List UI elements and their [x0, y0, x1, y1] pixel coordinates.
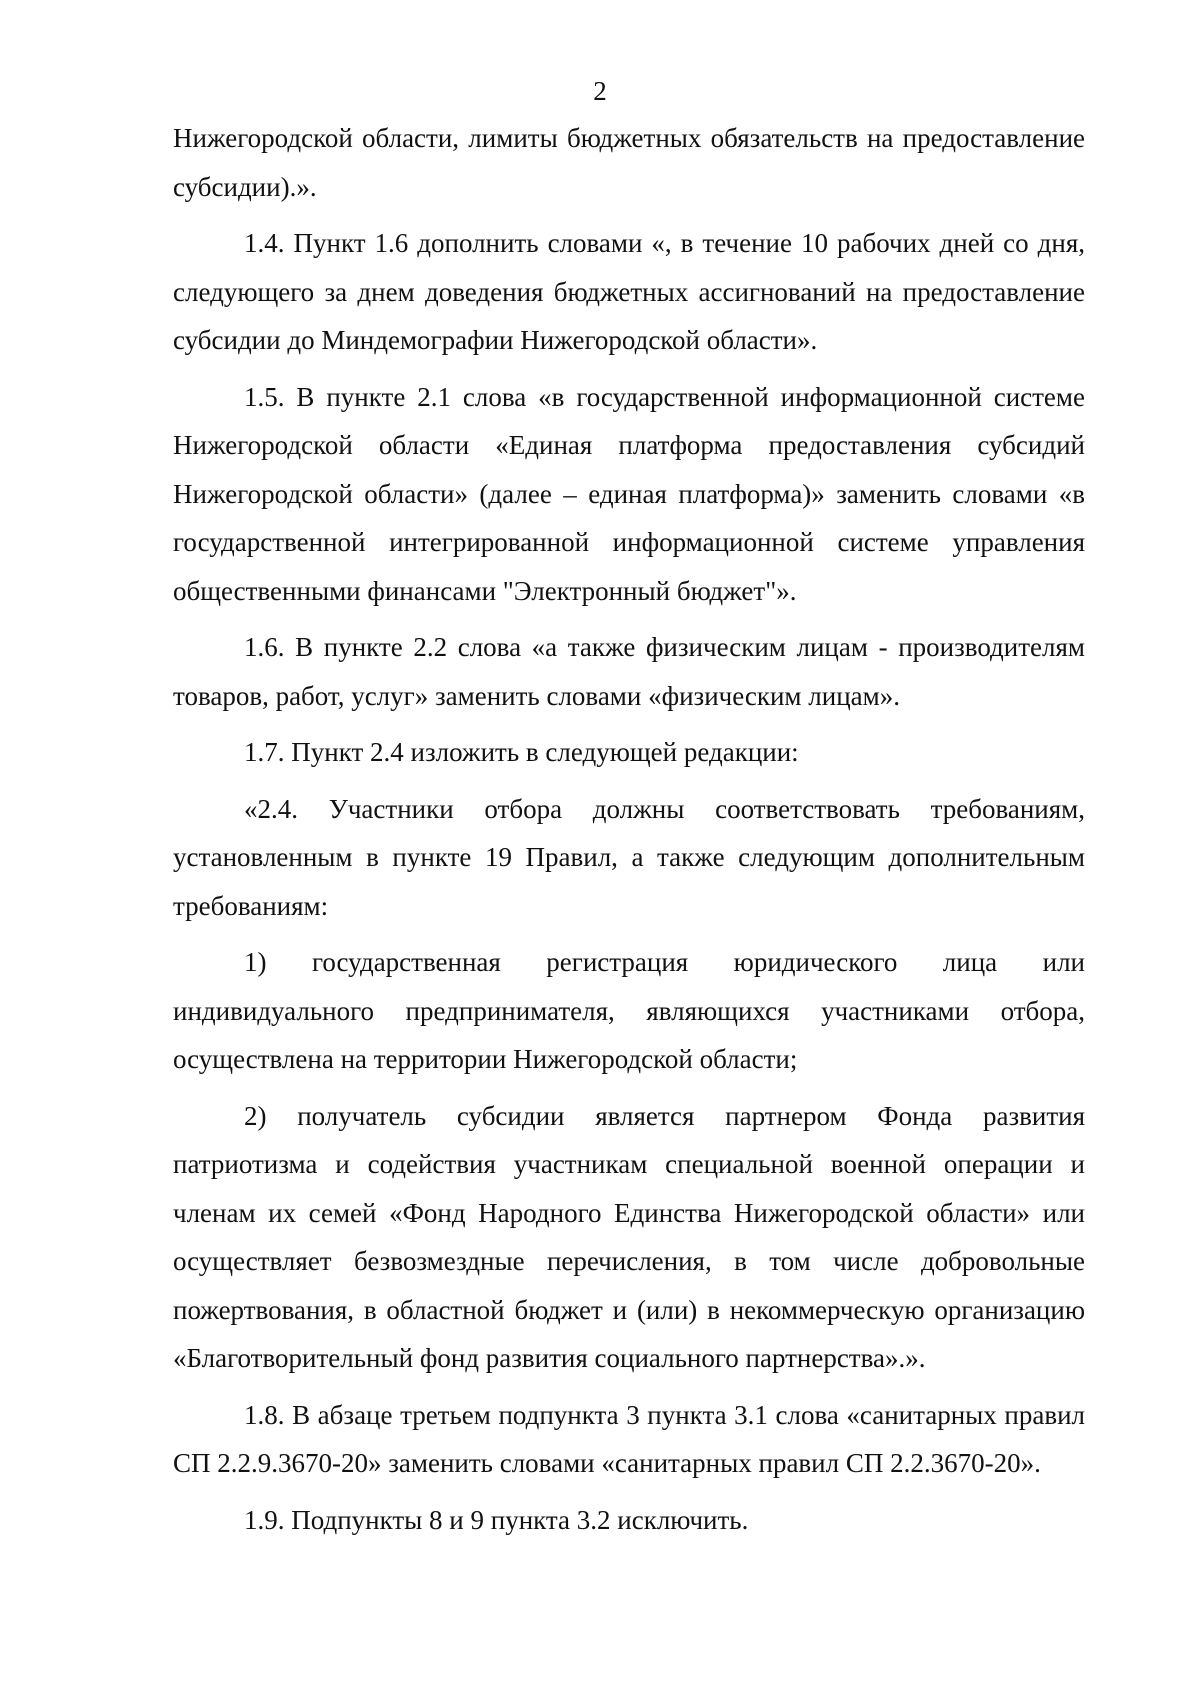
paragraph-2-4: «2.4. Участники отбора должны соответствовать требованиям, установленным в пункте 19 Правил, а также следующим дополнительным требованиям: [173, 793, 1085, 921]
paragraph-continuation: Нижегородской области, лимиты бюджетных обязательств на предоставление субсидии).». [173, 123, 1085, 202]
paragraph-1-9: 1.9. Подпункты 8 и 9 пункта 3.2 исключить. [244, 1504, 749, 1535]
paragraph-1-7: 1.7. Пункт 2.4 изложить в следующей редакции: [244, 737, 799, 767]
paragraph-1-8: 1.8. В абзаце третьем подпункта 3 пункта 3.1 слова «санитарных правил СП 2.2.9.3670-20» заменить словами «санитарных правил СП 2.2.3670-20». [173, 1399, 1085, 1478]
paragraph-1-5: 1.5. В пункте 2.1 слова «в государственной информационной системе Нижегородской области «Единая платформа предоставления субсидий Нижегородской области» (далее – единая платформа)» заменить словами «в государственной интегрированной информационной системе управления общественными финансами "Электронный бюджет"». [173, 381, 1085, 606]
paragraph-1-6: 1.6. В пункте 2.2 слова «а также физическим лицам - производителям товаров, работ, услуг» заменить словами «физическим лицам». [173, 632, 1085, 711]
page-number: 2 [593, 76, 607, 106]
document-body [173, 114, 1085, 1544]
paragraph-item-2: 2) получатель субсидии является партнером Фонда развития патриотизма и содействия участникам специальной военной операции и членам их семей «Фонд Народного Единства Нижегородской области» или осуществляет безвозмездные перечисления, в том числе добровольные пожертвования, в областной бюджет и (или) в некоммерческую организацию «Благотворительный фонд развития социального партнерства».». [173, 1100, 1085, 1373]
paragraph-item-1: 1) государственная регистрация юридического лица или индивидуального предпринимателя, являющихся участниками отбора, осуществлена на территории Нижегородской области; [173, 947, 1085, 1074]
paragraph-1-4: 1.4. Пункт 1.6 дополнить словами «, в течение 10 рабочих дней со дня, следующего за днем доведения бюджетных ассигнований на предоставление субсидии до Миндемографии Нижегородской области». [173, 228, 1085, 355]
